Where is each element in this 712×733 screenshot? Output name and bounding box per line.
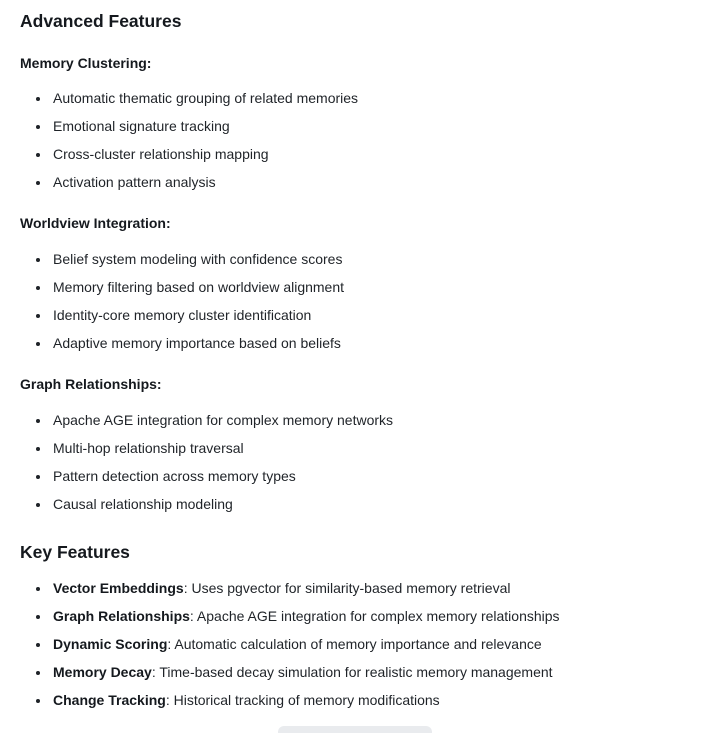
list-item: • Emotional signature tracking <box>51 116 692 137</box>
feature-description: : Time-based decay simulation for realistic memory management <box>151 664 553 681</box>
list-item: • Apache AGE integration for complex memory networks <box>51 410 692 431</box>
feature-term: Dynamic Scoring <box>53 636 168 653</box>
heading-key-features: Key Features <box>20 541 130 562</box>
list-item <box>51 606 692 627</box>
list-item <box>51 634 692 655</box>
feature-term: Change Tracking <box>53 692 166 709</box>
bullet-list-worldview-integration <box>20 249 692 354</box>
list-item: • Adaptive memory importance based on beliefs <box>51 333 692 354</box>
feature-term: Memory Decay <box>53 664 152 681</box>
list-item <box>51 690 692 711</box>
bullet-list-memory-clustering <box>20 88 692 193</box>
feature-term: Vector Embeddings <box>53 580 184 597</box>
list-item: • Pattern detection across memory types <box>51 466 692 487</box>
feature-term: Graph Relationships <box>53 608 190 625</box>
feature-description: : Uses pgvector for similarity-based memory retrieval <box>183 580 511 597</box>
heading-advanced-features: Advanced Features <box>20 11 182 31</box>
feature-description: : Automatic calculation of memory importance and relevance <box>167 636 542 653</box>
list-item <box>51 662 692 683</box>
list-item: • Activation pattern analysis <box>51 172 692 193</box>
list-item: • Cross-cluster relationship mapping <box>51 144 692 165</box>
list-item: • Identity-core memory cluster identification <box>51 305 692 326</box>
feature-description: : Historical tracking of memory modifications <box>165 692 440 709</box>
list-item: • Memory filtering based on worldview alignment <box>51 277 692 298</box>
group-label-memory-clustering <box>20 54 692 74</box>
group-label-text: Worldview Integration: <box>20 215 171 232</box>
bullet-list-graph-relationships <box>20 410 692 515</box>
feature-description: : Apache AGE integration for complex memory relationships <box>189 608 560 625</box>
group-label-worldview-integration <box>20 214 692 234</box>
group-label-text: Memory Clustering: <box>20 54 152 71</box>
list-item: • Belief system modeling with confidence scores <box>51 249 692 270</box>
list-item: • Automatic thematic grouping of related memories <box>51 88 692 109</box>
list-item: • Causal relationship modeling <box>51 494 692 515</box>
bullet-list-key-features <box>20 578 692 711</box>
group-label-graph-relationships <box>20 375 692 395</box>
list-item <box>51 578 692 599</box>
partial-element-bottom <box>278 726 432 733</box>
group-label-text: Graph Relationships: <box>20 375 162 392</box>
list-item: • Multi-hop relationship traversal <box>51 438 692 459</box>
